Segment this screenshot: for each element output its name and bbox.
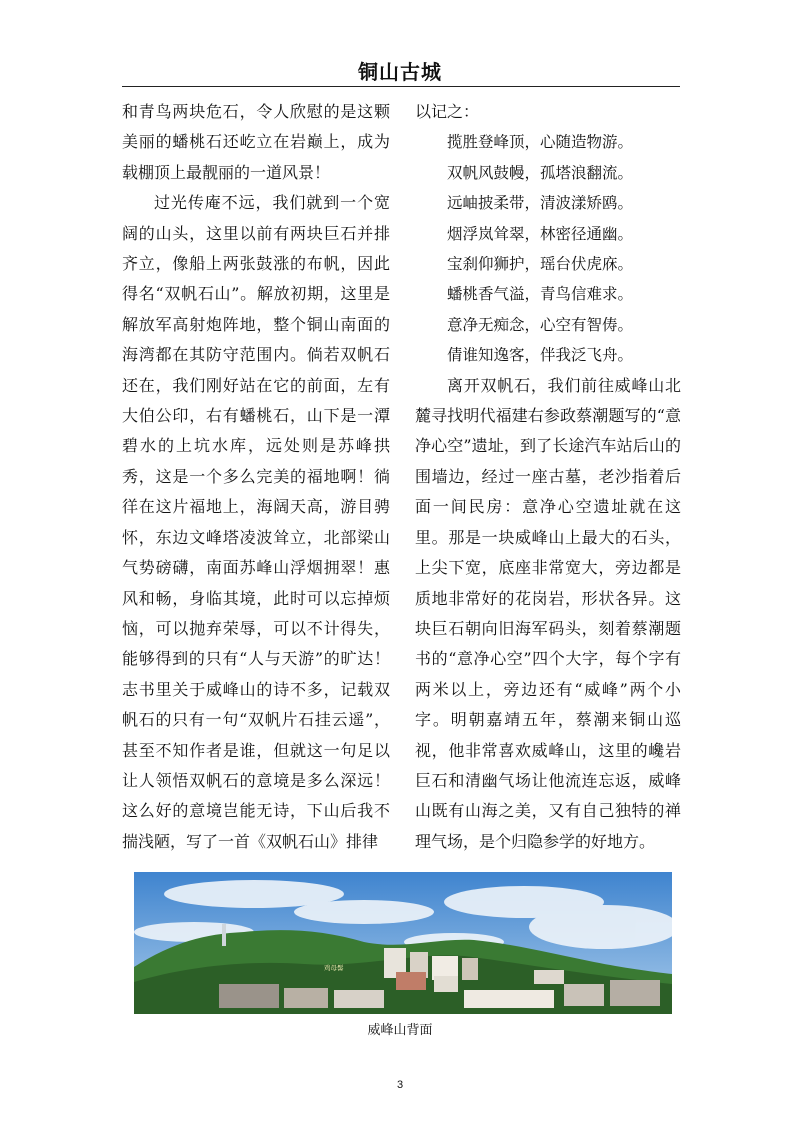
poem-line: 蟠桃香气溢，青鸟信难求。	[447, 285, 634, 304]
photo-caption: 威峰山背面	[367, 1023, 433, 1038]
right-paragraph: 离开双帆石，我们前往威峰山北麓寻找明代福建右参政蔡潮题写的“意净心空”遗址，到了长途汽车站后山的围墙边，经过一座古墓，老沙指着后面一间民房：意净心空遗址就在这里。那是一块威峰山上最大的石头，上尖下宽，底座非常宽大，旁边都是质地非常好的花岗岩，形状各异。这块巨石朝向旧海军码头，刻着蔡潮题书的“意净心空”四个大字，每个字有两米以上，旁边还有“威峰”两个小字。明朝嘉靖五年，蔡潮来铜山巡视，他非常喜欢威峰山，这里的巉岩巨石和清幽气场让他流连忘返，威峰山既有山海之美，又有自己独特的禅理气场，是个归隐参学的好地方。	[415, 375, 681, 851]
poem	[415, 127, 681, 370]
left-paragraph-2: 过光传庵不远，我们就到一个宽阔的山头，这里以前有两块巨石并排齐立，像船上两张鼓涨的布帆，因此得名“双帆石山”。解放初期，这里是解放军高射炮阵地，整个铜山南面的海湾都在其防守范围内。倘若双帆石还在，我们刚好站在它的前面，左有大伯公印，右有蟠桃石，山下是一潭碧水的上坑水库，远处则是苏峰拱秀，这是一个多么完美的福地啊！徜徉在这片福地上，海阔天高，游目骋怀，东边文峰塔凌波耸立，北部梁山气势磅礴，南面苏峰山浮烟拥翠！惠风和畅，身临其境，此时可以忘掉烦恼，可以抛弃荣辱，可以不计得失，能够得到的只有“人与天游”的旷达！志书里关于威峰山的诗不多，记载双帆石的只有一句“双帆片石挂云遥”，甚至不知作者是谁，但就这一句足以让人领悟双帆石的意境是多么深远！这么好的意境岂能无诗，下山后我不揣浅陋，写了一首《双帆石山》排律	[122, 193, 390, 851]
poem-intro: 以记之：	[415, 102, 480, 121]
header-title: 铜山古城	[358, 60, 442, 84]
header-divider	[122, 86, 680, 87]
poem-line: 宝刹仰狮护，瑶台伏虎庥。	[447, 255, 634, 274]
poem-line: 双帆风鼓幔，孤塔浪翻流。	[447, 163, 634, 182]
right-column	[415, 97, 681, 857]
hill-sign-label: 鸡母髻	[324, 964, 344, 972]
poem-line: 揽胜登峰顶，心随造物游。	[447, 133, 634, 152]
poem-line: 远岫披柔带，清波漾矫鸥。	[447, 194, 634, 213]
poem-line: 意净无痴念，心空有智俦。	[447, 315, 634, 334]
panorama-illustration	[134, 872, 672, 1014]
hill-panorama-photo	[134, 872, 672, 1014]
poem-line: 倩谁知逸客，伴我泛飞舟。	[447, 346, 634, 365]
left-column	[122, 97, 390, 857]
poem-line: 烟浮岚耸翠，林密径通幽。	[447, 224, 634, 243]
hilltop-tower	[222, 924, 226, 946]
page-number: 3	[396, 1079, 404, 1091]
left-paragraph-1: 和青鸟两块危石，令人欣慰的是这颗美丽的蟠桃石还屹立在岩巅上，成为载棚顶上最靓丽的一道风景！	[122, 102, 390, 182]
